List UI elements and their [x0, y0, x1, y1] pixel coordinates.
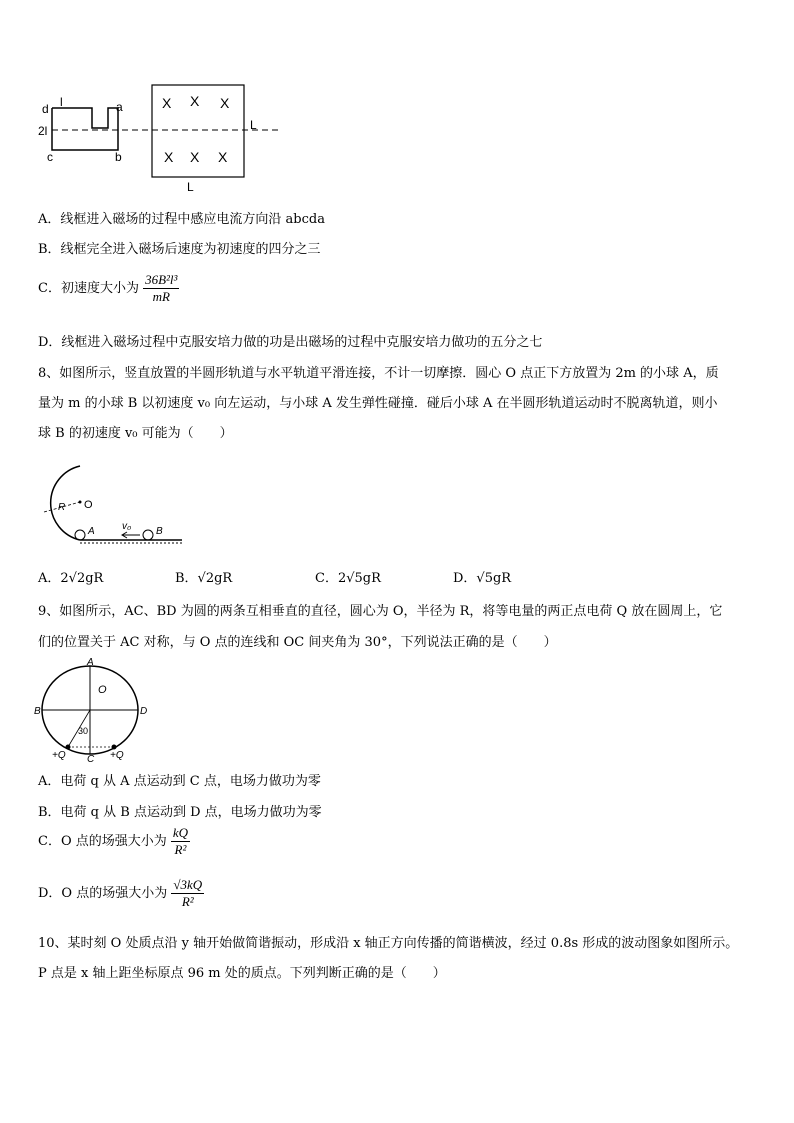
q7-option-c-fraction	[143, 272, 179, 305]
field-cross-1: X	[162, 95, 172, 111]
ball-B	[143, 530, 153, 540]
q8-option-b: B．√2gR	[175, 571, 233, 586]
wire-loop	[52, 108, 118, 150]
q7-option-c-denominator: mR	[152, 289, 170, 304]
q9-option-c-denominator: R²	[174, 842, 187, 857]
charge-Q1	[66, 745, 71, 750]
q9-option-c-prefix: C．O 点的场强大小为	[38, 834, 167, 849]
label-O: O	[98, 684, 107, 696]
label-L-right: L	[250, 118, 257, 132]
q7-option-c-prefix: C．初速度大小为	[38, 281, 139, 296]
q9-stem-line-1: 9、如图所示，AC、BD 为圆的两条互相垂直的直径，圆心为 O，半径为 R，将等电量的两正点电荷 Q 放在圆周上，它	[38, 604, 723, 619]
label-b: b	[115, 150, 122, 164]
label-q1: +Q	[52, 750, 66, 761]
q8-option-a: A．2√2gR	[38, 571, 104, 586]
q9-option-a: A．电荷 q 从 A 点运动到 C 点，电场力做功为零	[38, 774, 321, 789]
q9-option-d-numerator: √3kQ	[173, 877, 203, 892]
q7-option-d: D．线框进入磁场过程中克服安培力做的功是出磁场的过程中克服安培力做功的五分之七	[38, 335, 543, 350]
label-2l: 2l	[38, 124, 48, 138]
q10-stem-line-1: 10、某时刻 O 处质点沿 y 轴开始做简谐振动，形成沿 x 轴正方向传播的简谐横波，经过 0.8s 形成的波动图象如图所示。	[38, 936, 739, 951]
label-O: O	[84, 499, 93, 511]
q8-stem-line-3: 球 B 的初速度 v₀ 可能为（ ）	[38, 426, 233, 441]
ball-A	[75, 530, 85, 540]
label-L-bottom: L	[187, 180, 194, 194]
label-R: R	[58, 502, 66, 513]
label-c: c	[47, 150, 53, 164]
label-a: a	[116, 100, 123, 114]
q9-stem-line-2: 们的位置关于 AC 对称，与 O 点的连线和 OC 间夹角为 30°，下列说法正确的是（ ）	[38, 635, 557, 650]
field-cross-4: X	[164, 149, 174, 165]
q9-option-b: B．电荷 q 从 B 点运动到 D 点，电场力做功为零	[38, 805, 322, 820]
q10-stem-line-2: P 点是 x 轴上距坐标原点 96 m 处的质点。下列判断正确的是（ ）	[38, 966, 446, 981]
label-D: D	[140, 706, 148, 717]
q9-option-d-prefix: D．O 点的场强大小为	[38, 886, 168, 901]
label-l-top: l	[60, 95, 63, 109]
q7-option-a: A．线框进入磁场的过程中感应电流方向沿 abcda	[38, 212, 325, 227]
q9-option-d	[38, 877, 204, 910]
q9-option-c	[38, 825, 190, 858]
q8-option-c: C．2√5gR	[315, 571, 381, 586]
field-cross-6: X	[218, 149, 228, 165]
field-cross-2: X	[190, 93, 200, 109]
q7-option-b: B．线框完全进入磁场后速度为初速度的四分之三	[38, 242, 321, 257]
field-cross-5: X	[190, 149, 200, 165]
center-point-O	[79, 501, 82, 504]
q7-option-c	[38, 272, 179, 305]
label-A: A	[87, 657, 94, 668]
label-B: B	[156, 526, 163, 537]
q8-option-d: D．√5gR	[453, 571, 512, 586]
label-A: A	[88, 526, 95, 537]
q9-option-c-fraction	[171, 825, 190, 858]
q8-stem-line-1: 8、如图所示，竖直放置的半圆形轨道与水平轨道平滑连接，不计一切摩擦．圆心 O 点正下方放置为 2m 的小球 A，质	[38, 366, 719, 381]
q8-stem-line-2: 量为 m 的小球 B 以初速度 v₀ 向左运动，与小球 A 发生弹性碰撞．碰后小球 A 在半圆形轨道运动时不脱离轨道，则小	[38, 396, 718, 411]
q9-figure	[34, 656, 164, 768]
q8-figure	[32, 460, 192, 550]
label-v0: v₀	[122, 521, 132, 532]
q7-option-c-numerator: 36B²l³	[145, 272, 178, 287]
q9-option-d-fraction	[171, 877, 204, 910]
q9-option-c-numerator: kQ	[172, 825, 189, 840]
label-C: C	[87, 754, 95, 765]
label-B: B	[34, 706, 41, 717]
label-d: d	[42, 102, 49, 116]
label-30: 30	[78, 726, 89, 736]
charge-Q2	[112, 745, 117, 750]
field-cross-3: X	[220, 95, 230, 111]
label-q2: +Q	[110, 750, 124, 761]
q9-option-d-denominator: R²	[181, 894, 194, 909]
q7-figure	[30, 80, 290, 195]
